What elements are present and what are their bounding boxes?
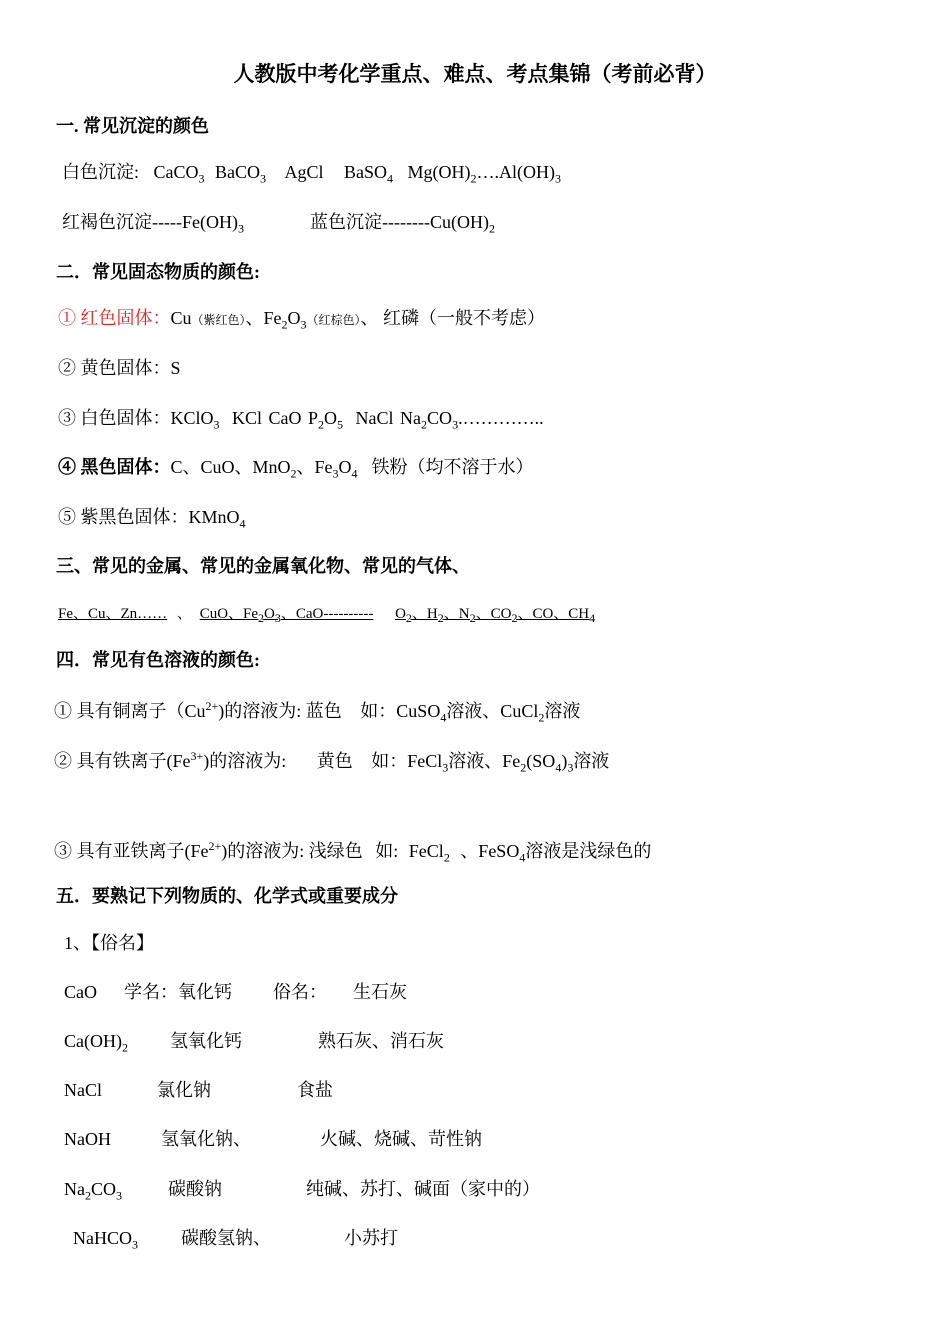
chemical-name: 碳酸钠	[168, 1179, 222, 1199]
formula-nahco3: NaHCO$_3$	[73, 1228, 138, 1252]
copper-ion-solution-line: ① 具有铜离子$(Cu^{2+})$的溶液为: 蓝色 如：CuSO$_4$溶液、CuCl$_2$溶液	[54, 699, 581, 725]
formula-naoh: NaOH	[64, 1129, 111, 1149]
common-name: 熟石灰、消石灰	[318, 1031, 444, 1051]
common-name: 小苏打	[344, 1228, 398, 1248]
red-solid-label: ① 红色固体：	[58, 308, 171, 328]
chemical-name: 氯化钠	[157, 1080, 211, 1100]
section-3-heading: 三、常见的金属、常见的金属氧化物、常见的气体、	[56, 556, 470, 576]
blue-precipitate-line: 蓝色沉淀$--------Cu(OH)_2$	[310, 212, 495, 236]
white-precipitate-line	[62, 160, 561, 191]
section-1-heading: 一. 常见沉淀的颜色	[56, 116, 209, 136]
white-solid-line: ③ 白色固体：KClO$_3$ KCl CaO $P_2O_5$ NaCl $Na_2CO_3.\dots\dots\dots\dots$..	[58, 408, 544, 432]
red-solid-line: ① 红色固体：Cu（紫红色）、$Fe_2O_3$（红棕色）、 红磷（一般不考虑）	[58, 308, 546, 332]
iron3-ion-solution-line: ② 具有铁离子$(Fe^{3+})$的溶液为: 黄色 如：FeCl$_3$溶液、$Fe_2(SO_4)_3$溶液	[54, 749, 610, 775]
chemical-name: 氢氧化钙	[170, 1031, 242, 1051]
common-metals: Fe、Cu、Zn……	[58, 606, 168, 622]
chemical-name: 碳酸氢钠、	[181, 1228, 271, 1248]
page-title: 人教版中考化学重点、难点、考点集锦（考前必背）	[233, 62, 717, 86]
chemical-name: 氢氧化钠、	[161, 1129, 251, 1149]
brown-precipitate-line: 红褐色沉淀$-----Fe(OH)_3$	[62, 212, 244, 236]
common-name: 食盐	[297, 1080, 333, 1100]
formula-cao: CaO	[64, 982, 97, 1002]
section-4-heading: 四．常见有色溶液的颜色:	[56, 650, 260, 670]
formula: CaCO$_3$	[153, 162, 205, 186]
formula-na2co3: $Na_2CO_3$	[64, 1179, 123, 1203]
formula-caoh2: $Ca(OH)_2$	[64, 1031, 128, 1055]
purple-black-solid-line: ⑤ 紫黑色固体：KMnO$_4$	[58, 507, 246, 531]
section-5-heading: 五．要熟记下列物质的、化学式或重要成分	[56, 886, 398, 906]
formula-nacl: NaCl	[64, 1080, 102, 1100]
formula: BaSO$_4$	[344, 162, 394, 186]
common-name-label: 俗名：	[273, 982, 327, 1002]
black-solid-line: ④ 黑色固体：C、CuO、MnO$_2$、$Fe_3O_4$ 铁粉（均不溶于水）	[58, 457, 534, 481]
white-precipitate-label: 白色沉淀:	[62, 162, 140, 182]
formula: $Mg(OH)_2\dots.Al(OH)_3$	[407, 162, 562, 186]
formula: BaCO$_3$	[215, 162, 267, 186]
common-name: 生石灰	[353, 982, 407, 1002]
common-metal-oxides: CuO、$Fe_2O_3$、CaO----------	[199, 606, 374, 625]
common-names-subheading: 1、【俗名】	[64, 933, 154, 953]
common-name: 火碱、烧碱、苛性钠	[320, 1129, 482, 1149]
chemical-name: 学名：氧化钙	[124, 982, 232, 1002]
formula: AgCl	[284, 162, 324, 182]
common-gases: $O_2$、$H_2$、$N_2$、$CO_2$、CO、$CH_4$	[395, 606, 596, 625]
iron2-ion-solution-line: ③ 具有亚铁离子$(Fe^{2+})$的溶液为: 浅绿色 如: FeCl$_2$ 、FeSO$_4$溶液是浅绿色的	[54, 839, 652, 865]
section-2-heading: 二．常见固态物质的颜色:	[56, 262, 260, 282]
common-name: 纯碱、苏打、碱面（家中的）	[306, 1179, 540, 1199]
yellow-solid-line: ② 黄色固体：S	[58, 358, 181, 378]
metals-oxides-gases-line: Fe、Cu、Zn…… 、 CuO、$Fe_2O_3$、CaO---------- $O_2$、$H_2$、$N_2$、$CO_2$、CO、$CH_4$	[58, 606, 596, 625]
